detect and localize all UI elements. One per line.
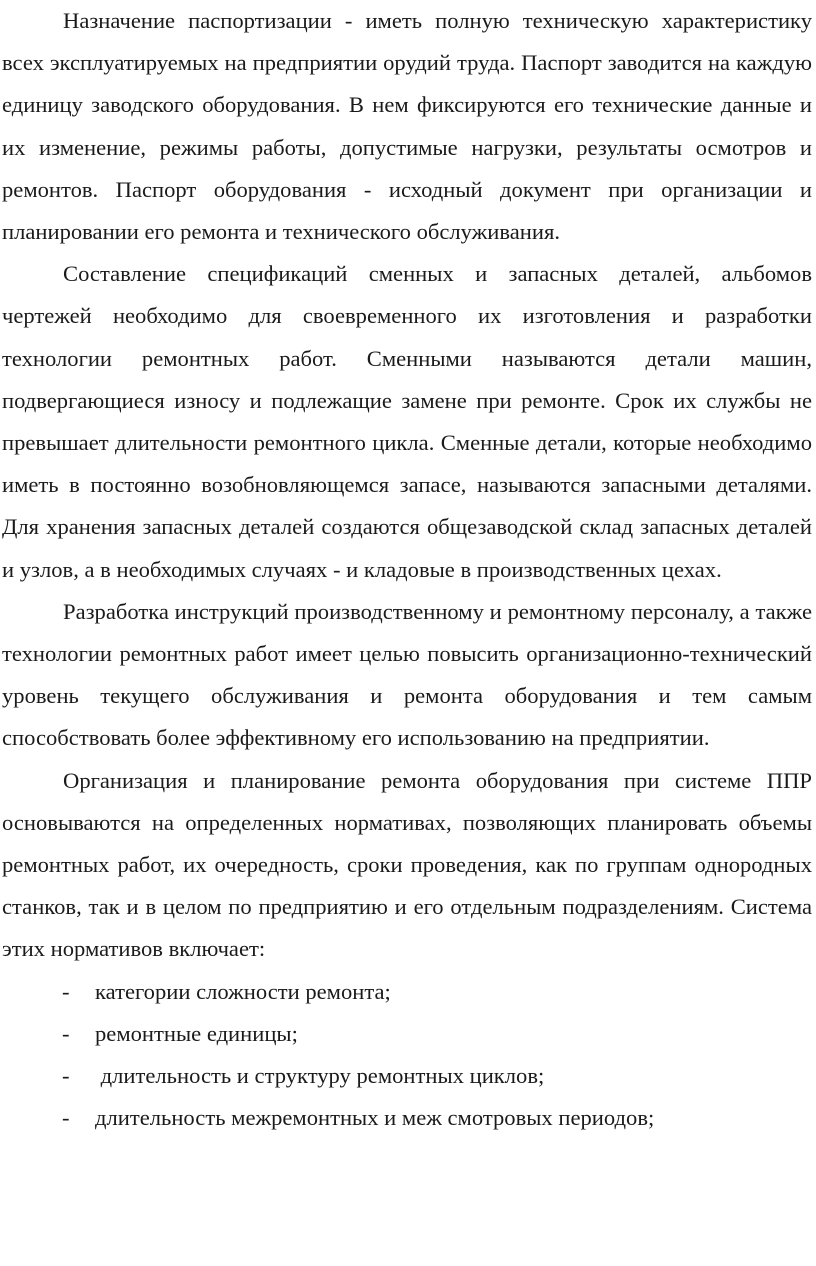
list-item-text: длительность и структуру ремонтных циклов; bbox=[95, 1063, 545, 1089]
list-dash: - bbox=[62, 1105, 70, 1131]
list-item bbox=[2, 1097, 812, 1139]
list-item bbox=[2, 1055, 812, 1097]
paragraph-ppr-planning: Организация и планирование ремонта оборудования при системе ППР основываются на определенных нормативах, позволяющих планировать объемы ремонтных работ, их очередность, сроки проведения, как по группам однородных станков, так и в целом по предприятию и его отдельным подразделениям. Система этих нормативов включает: bbox=[2, 767, 812, 962]
paragraph-instructions: Разработка инструкций производственному и ремонтному персоналу, а также технологии ремонтных работ имеет целью повысить организационно-технический уровень текущего обслуживания и ремонта оборудования и тем самым способствовать более эффективному его использованию на предприятии. bbox=[2, 598, 812, 751]
list-item-text: ремонтные единицы; bbox=[95, 1020, 298, 1046]
list-dash: - bbox=[62, 1063, 70, 1089]
list-item-text: категории сложности ремонта; bbox=[95, 978, 391, 1004]
norms-list bbox=[2, 971, 812, 1140]
list-dash: - bbox=[62, 1020, 70, 1046]
list-item-text: длительность межремонтных и меж смотровых периодов; bbox=[95, 1105, 655, 1131]
paragraph-passportization: Назначение паспортизации - иметь полную техническую характеристику всех эксплуатируемых на предприятии орудий труда. Паспорт заводится на каждую единицу заводского оборудования. В нем фиксируются его технические данные и их изменение, режимы работы, допустимые нагрузки, результаты осмотров и ремонтов. Паспорт оборудования - исходный документ при организации и планировании его ремонта и технического обслуживания. bbox=[2, 8, 812, 245]
list-item bbox=[2, 971, 812, 1013]
list-dash: - bbox=[62, 978, 70, 1004]
paragraph-spare-parts: Составление спецификаций сменных и запасных деталей, альбомов чертежей необходимо для своевременного их изготовления и разработки технологии ремонтных работ. Сменными называются детали машин, подвергающиеся износу и подлежащие замене при ремонте. Срок их службы не превышает длительности ремонтного цикла. Сменные детали, которые необходимо иметь в постоянно возобновляющемся запасе, называются запасными деталями. Для хранения запасных деталей создаются общезаводской склад запасных деталей и узлов, а в необходимых случаях - и кладовые в производственных цехах. bbox=[2, 261, 812, 582]
list-item bbox=[2, 1013, 812, 1055]
